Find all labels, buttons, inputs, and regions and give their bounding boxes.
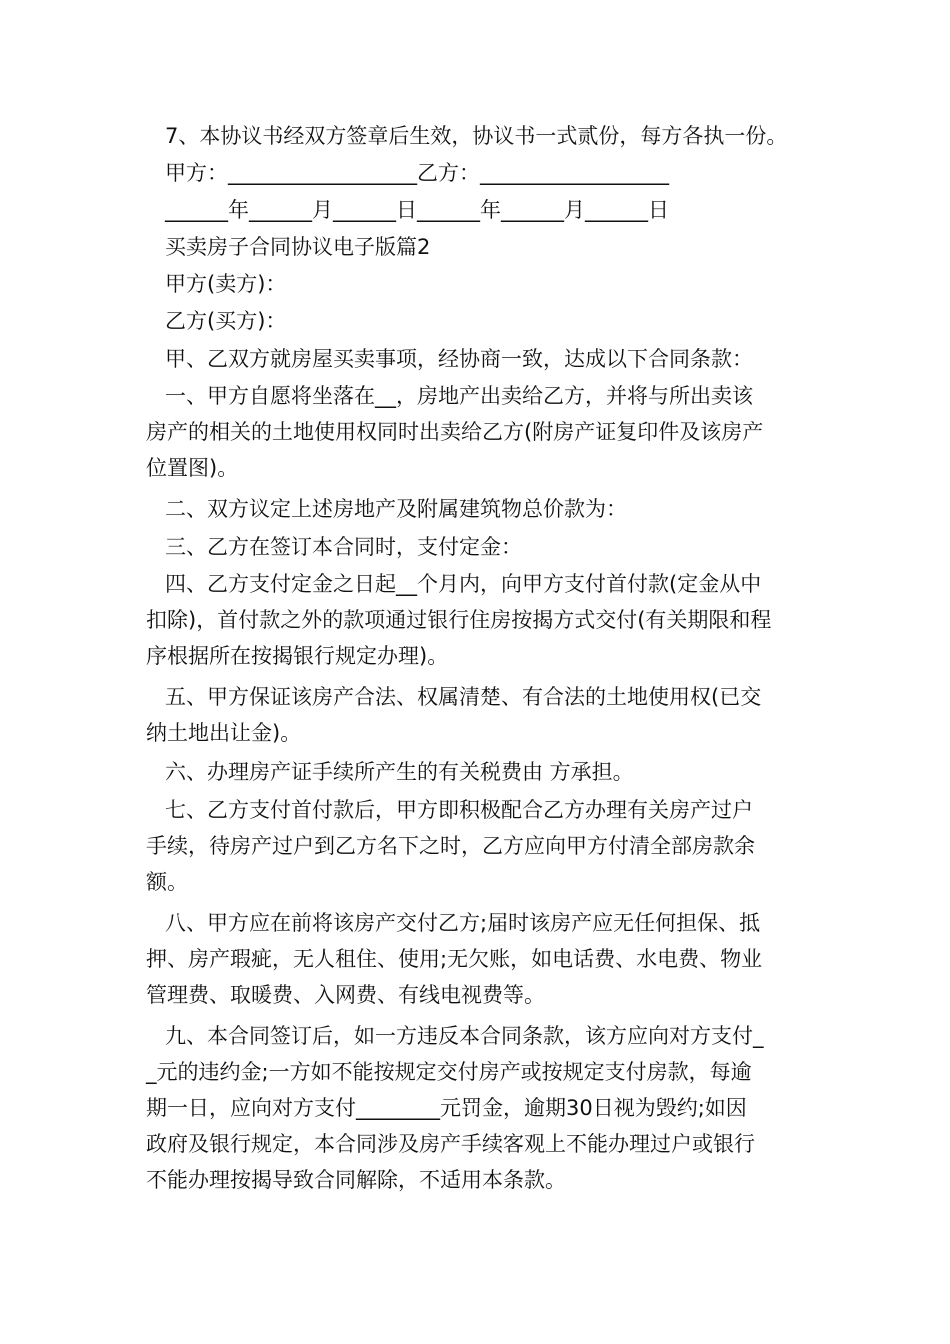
- clause-2: 二、双方议定上述房地产及附属建筑物总价款为：: [165, 497, 627, 521]
- section-title: 买卖房子合同协议电子版篇2: [165, 235, 431, 259]
- clause-7-effective: 7、本协议书经双方签章后生效，协议书一式贰份，每方各执一份。: [165, 124, 788, 148]
- clause-4-line: 序根据所在按揭银行规定办理)。: [146, 644, 449, 668]
- clause-3: 三、乙方在签订本合同时，支付定金：: [165, 535, 522, 559]
- party-b-buyer: 乙方(买方)：: [165, 309, 287, 333]
- clause-9-line: 九、本合同签订后，如一方违反本合同条款，该方应向对方支付_: [165, 1024, 764, 1048]
- clause-9-line: _元的违约金;一方如不能按规定交付房产或按规定支付房款，每逾: [146, 1060, 752, 1084]
- signature-line: 甲方：__________________乙方：__________________: [165, 161, 669, 185]
- clause-8-line: 八、甲方应在前将该房产交付乙方;届时该房产应无任何担保、抵: [165, 911, 761, 935]
- clause-1-line: 位置图)。: [146, 456, 239, 480]
- clause-8-line: 押、房产瑕疵，无人租住、使用;无欠账，如电话费、水电费、物业: [146, 947, 763, 971]
- clause-7-line: 七、乙方支付首付款后，甲方即积极配合乙方办理有关房产过户: [165, 798, 753, 822]
- clause-9: [146, 1018, 810, 1198]
- clause-1-line: 房产的相关的土地使用权同时出卖给乙方(附房产证复印件及该房产: [146, 420, 764, 444]
- clause-9-line: 期一日，应向对方支付________元罚金，逾期30日视为毁约;如因: [146, 1096, 747, 1120]
- clause-9-line: 不能办理按揭导致合同解除，不适用本条款。: [146, 1168, 566, 1192]
- clause-1: [146, 378, 810, 486]
- party-a-seller: 甲方(卖方)：: [165, 272, 287, 296]
- clause-5: [146, 679, 810, 751]
- clause-5-line: 五、甲方保证该房产合法、权属清楚、有合法的土地使用权(已交: [165, 685, 762, 709]
- clause-4-line: 四、乙方支付定金之日起__个月内，向甲方支付首付款(定金从中: [165, 572, 762, 596]
- clause-5-line: 纳土地出让金)。: [146, 721, 302, 745]
- preamble: 甲、乙双方就房屋买卖事项，经协商一致，达成以下合同条款：: [165, 347, 753, 371]
- date-line: ______年______月______日______年______月______日: [165, 198, 669, 222]
- clause-6: 六、办理房产证手续所产生的有关税费由 方承担。: [165, 760, 634, 784]
- clause-4-line: 扣除)，首付款之外的款项通过银行住房按揭方式交付(有关期限和程: [146, 608, 772, 632]
- clause-1-line: 一、甲方自愿将坐落在__，房地产出卖给乙方，并将与所出卖该: [165, 384, 753, 408]
- clause-7-line: 手续，待房产过户到乙方名下之时，乙方应向甲方付清全部房款余: [146, 834, 755, 858]
- clause-4: [146, 566, 810, 674]
- clause-7-line: 额。: [146, 870, 188, 894]
- clause-7: [146, 792, 810, 900]
- clause-8: [146, 905, 810, 1013]
- clause-9-line: 政府及银行规定，本合同涉及房产手续客观上不能办理过户或银行: [146, 1132, 755, 1156]
- clause-8-line: 管理费、取暖费、入网费、有线电视费等。: [146, 983, 545, 1007]
